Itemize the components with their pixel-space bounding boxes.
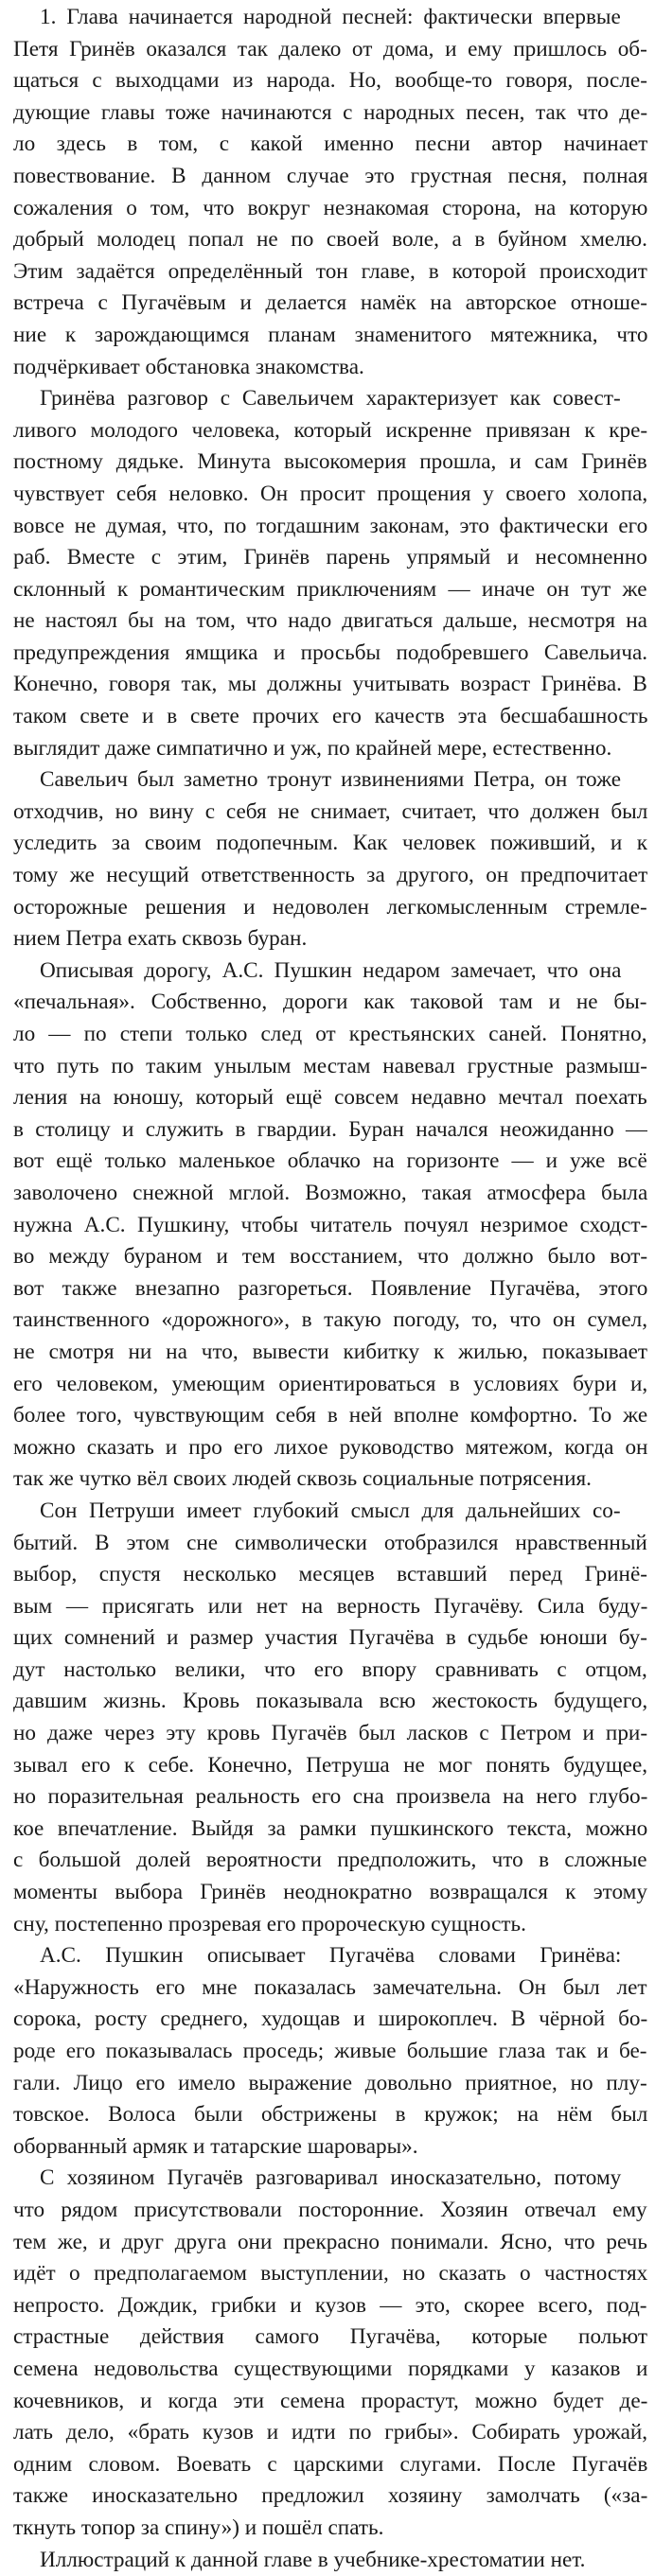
text-line: склонный к романтическим приключениям — иначе он тут же xyxy=(13,574,647,606)
text-line: повествование. В данном случае это грустная песня, полная xyxy=(13,161,647,193)
text-line: выглядит даже симпатично и уж, по крайней мере, естественно. xyxy=(13,733,647,765)
text-line: ливого молодого человека, который искренне привязан к кре- xyxy=(13,415,647,447)
text-line: таком свете и в свете прочих его качеств эта бесшабашность xyxy=(13,701,647,733)
text-line: дующие главы тоже начинаются с народных песен, так что де- xyxy=(13,97,647,130)
text-line: раб. Вместе с этим, Гринёв парень упрямый и несомненно xyxy=(13,542,647,574)
text-line: заволочено снежной мглой. Возможно, такая атмосфера была xyxy=(13,1178,647,1210)
text-line: щаться с выходцами из народа. Но, вообще-то говоря, после- xyxy=(13,65,647,97)
text-line: Сон Петруши имеет глубокий смысл для дальнейших со- xyxy=(13,1496,647,1528)
text-line: с большой долей вероятности предположить, что в сложные xyxy=(13,1845,647,1877)
text-line: Иллюстраций к данной главе в учебнике-хрестоматии нет. xyxy=(13,2545,647,2576)
text-line: встреча с Пугачёвым и делается намёк на авторское отноше- xyxy=(13,288,647,320)
text-line: щих сомнений и размер участия Пугачёва в судьбе юноши бу- xyxy=(13,1622,647,1655)
paragraph xyxy=(13,383,647,764)
text-line: сну, постепенно прозревая его пророческую сущность. xyxy=(13,1909,647,1941)
text-line: что рядом присутствовали посторонние. Хозяин отвечал ему xyxy=(13,2195,647,2227)
text-line: Этим задаётся определённый тон главе, в которой происходит xyxy=(13,256,647,289)
text-line: ления на юношу, который ещё совсем недавно мечтал поехать xyxy=(13,1082,647,1114)
text-line: дут настолько велики, что его впору сравнивать с отцом, xyxy=(13,1655,647,1687)
text-line: моменты выбора Гринёв неоднократно возвращался к этому xyxy=(13,1877,647,1909)
text-line: что путь по таким унылым местам навевал грустные размыш- xyxy=(13,1051,647,1083)
text-line: Конечно, говоря так, мы должны учитывать возраст Гринёва. В xyxy=(13,669,647,701)
text-line: подчёркивает обстановка знакомства. xyxy=(13,352,647,384)
text-line: кочевников, и когда эти семена прорастут, можно будет де- xyxy=(13,2386,647,2418)
text-line: не настоял бы на том, что надо двигаться дальше, несмотря на xyxy=(13,605,647,638)
text-line: так же чутко вёл своих людей сквозь социальные потрясения. xyxy=(13,1463,647,1496)
text-line: непросто. Дождик, грибки и кузов — это, скорее всего, под- xyxy=(13,2290,647,2322)
text-line: но даже через эту кровь Пугачёв был ласков с Петром и при- xyxy=(13,1718,647,1750)
text-line: Савельич был заметно тронут извинениями Петра, он тоже xyxy=(13,764,647,797)
text-line: 1. Глава начинается народной песней: фактически впервые xyxy=(13,2,647,34)
text-line: сорока, росту среднего, худощав и широкоплеч. В чёрной бо- xyxy=(13,2004,647,2036)
text-line: добрый молодец попал не по своей воле, а в буйном хмелю. xyxy=(13,224,647,256)
text-line: во между бураном и тем восстанием, что должно было вот- xyxy=(13,1241,647,1273)
text-line: Гринёва разговор с Савельичем характеризует как совест- xyxy=(13,383,647,415)
text-line: предупреждения ямщика и просьбы подобревшего Савельича. xyxy=(13,638,647,670)
text-line: вот ещё только маленькое облачко на горизонте — и уже всё xyxy=(13,1146,647,1178)
paragraph xyxy=(13,1496,647,1940)
text-line: роде его показывалась проседь; живые большие глаза так и бе- xyxy=(13,2036,647,2068)
text-line: можно сказать и про его лихое руководство мятежом, когда он xyxy=(13,1432,647,1464)
text-line: «печальная». Собственно, дороги как таковой там и не бы- xyxy=(13,987,647,1019)
text-line: гали. Лицо его имело выражение довольно приятное, но плу- xyxy=(13,2068,647,2100)
text-line: товское. Волоса были обстрижены в кружок; на нём был xyxy=(13,2099,647,2131)
text-line: нием Петра ехать сквозь буран. xyxy=(13,923,647,955)
paragraph xyxy=(13,1940,647,2163)
text-line: чувствует себя неловко. Он просит прощения у своего холопа, xyxy=(13,479,647,511)
text-line: но поразительная реальность его сна произвела на него глубо- xyxy=(13,1781,647,1814)
text-line: вым — присягать или нет на верность Пугачёву. Сила буду- xyxy=(13,1591,647,1623)
text-line: нужна А.С. Пушкину, чтобы читатель почуял незримое сходст- xyxy=(13,1210,647,1242)
text-line: Описывая дорогу, А.С. Пушкин недаром замечает, что она xyxy=(13,955,647,988)
text-line: давшим жизнь. Кровь показывала всю жестокость будущего, xyxy=(13,1686,647,1718)
text-line: страстные действия самого Пугачёва, которые польют xyxy=(13,2322,647,2354)
text-line: бытий. В этом сне символически отобразился нравственный xyxy=(13,1528,647,1560)
text-line: А.С. Пушкин описывает Пугачёва словами Гринёва: xyxy=(13,1940,647,1972)
text-line: кое впечатление. Выйдя за рамки пушкинского текста, можно xyxy=(13,1814,647,1846)
text-line: тому же несущий ответственность за другого, он предпочитает xyxy=(13,860,647,892)
text-line: уследить за своим подопечным. Как человек поживший, и к xyxy=(13,828,647,860)
text-line: тем же, и друг друга они прекрасно понимали. Ясно, что речь xyxy=(13,2227,647,2259)
text-line: в столицу и служить в гвардии. Буран начался неожиданно — xyxy=(13,1114,647,1147)
text-line: сожаления о том, что вокруг незнакомая сторона, на которую xyxy=(13,193,647,225)
text-line: вот также внезапно разгореться. Появление Пугачёва, этого xyxy=(13,1273,647,1306)
paragraph xyxy=(13,955,647,1496)
paragraph xyxy=(13,2,647,383)
text-line: таинственного «дорожного», в такую погоду, то, что он сумел, xyxy=(13,1305,647,1337)
text-line: его человеком, умеющим ориентироваться в условиях бури и, xyxy=(13,1369,647,1401)
paragraph xyxy=(13,2545,647,2576)
text-line: ткнуть топор за спину») и пошёл спать. xyxy=(13,2513,647,2545)
text-line: ло — по степи только след от крестьянских саней. Понятно, xyxy=(13,1019,647,1051)
text-line: выбор, спустя несколько месяцев вставший перед Гринё- xyxy=(13,1559,647,1591)
text-line: не смотря ни на что, вывести кибитку к жилью, показывает xyxy=(13,1337,647,1369)
text-line: отходчив, но вину с себя не снимает, считает, что должен был xyxy=(13,797,647,829)
text-line: семена недовольства существующими порядками у казаков и xyxy=(13,2354,647,2386)
text-line: осторожные решения и недоволен легкомысленным стремле- xyxy=(13,892,647,924)
text-line: зывал его к себе. Конечно, Петруша не мог понять будущее, xyxy=(13,1750,647,1782)
text-line: также иносказательно предложил хозяину замолчать («за- xyxy=(13,2480,647,2513)
text-line: Петя Гринёв оказался так далеко от дома, и ему пришлось об- xyxy=(13,34,647,66)
text-line: оборванный армяк и татарские шаровары». xyxy=(13,2131,647,2164)
text-line: более того, чувствующим себя в ней вполне комфортно. То же xyxy=(13,1400,647,1432)
text-line: постному дядьке. Минута высокомерия прошла, и сам Гринёв xyxy=(13,447,647,479)
text-line: С хозяином Пугачёв разговаривал иносказательно, потому xyxy=(13,2163,647,2195)
text-line: ло здесь в том, с какой именно песни автор начинает xyxy=(13,129,647,161)
text-line: ние к зарождающимся планам знаменитого мятежника, что xyxy=(13,320,647,352)
text-line: вовсе не думая, что, по тогдашним законам, это фактически его xyxy=(13,511,647,543)
text-line: «Наружность его мне показалась замечательна. Он был лет xyxy=(13,1972,647,2005)
paragraph xyxy=(13,764,647,955)
text-line: одним словом. Воевать с царскими слугами. После Пугачёв xyxy=(13,2449,647,2481)
text-line: идёт о предполагаемом выступлении, но сказать о частностях xyxy=(13,2258,647,2290)
paragraph xyxy=(13,2163,647,2544)
text-line: лать дело, «брать кузов и идти по грибы». Собирать урожай, xyxy=(13,2417,647,2449)
